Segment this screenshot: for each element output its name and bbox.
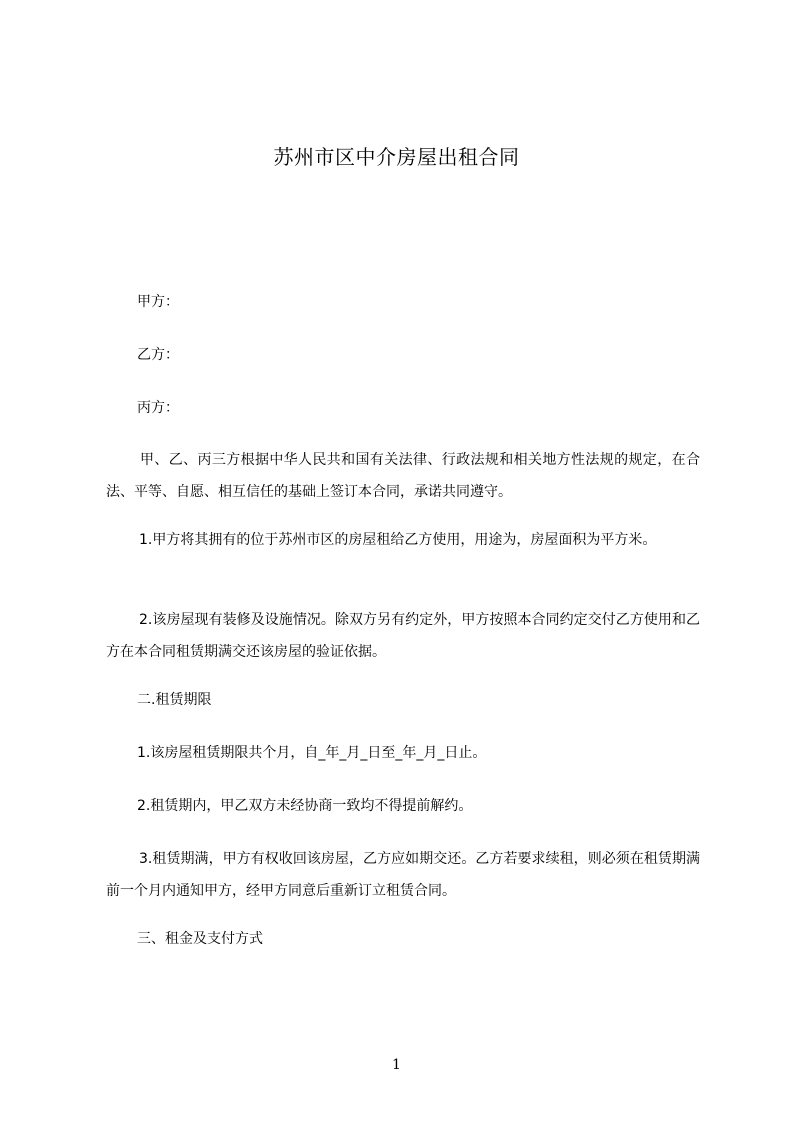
section-2-heading: 二.租赁期限 bbox=[137, 692, 212, 708]
party-b-label: 乙方： bbox=[137, 347, 179, 363]
clause-2-2: 2.租赁期内，甲乙双方未经协商一致均不得提前解约。 bbox=[137, 798, 473, 814]
party-c-label: 丙方： bbox=[137, 400, 179, 416]
clause-2-3: 3.租赁期满，甲方有权收回该房屋，乙方应如期交还。乙方若要求续租，则必须在租赁期满前一个月内通知甲方，经甲方同意后重新订立租赁合同。 bbox=[106, 851, 700, 899]
section-3-heading: 三、租金及支付方式 bbox=[137, 931, 263, 947]
clause-2-1: 1.该房屋租赁期限共个月，自_年_月_日至_年_月_日止。 bbox=[137, 745, 487, 761]
intro-paragraph: 甲、乙、丙三方根据中华人民共和国有关法律、行政法规和相关地方性法规的规定，在合法、平等、自愿、相互信任的基础上签订本合同，承诺共同遵守。 bbox=[106, 452, 700, 500]
party-a-label: 甲方： bbox=[137, 294, 179, 310]
document-title: 苏州市区中介房屋出租合同 bbox=[273, 145, 520, 169]
clause-1-1: 1.甲方将其拥有的位于苏州市区的房屋租给乙方使用，用途为，房屋面积为平方米。 bbox=[139, 532, 657, 548]
page-number: 1 bbox=[392, 1057, 401, 1073]
clause-1-2: 2.该房屋现有装修及设施情况。除双方另有约定外，甲方按照本合同约定交付乙方使用和乙方在本合同租赁期满交还该房屋的验证依据。 bbox=[106, 612, 700, 660]
